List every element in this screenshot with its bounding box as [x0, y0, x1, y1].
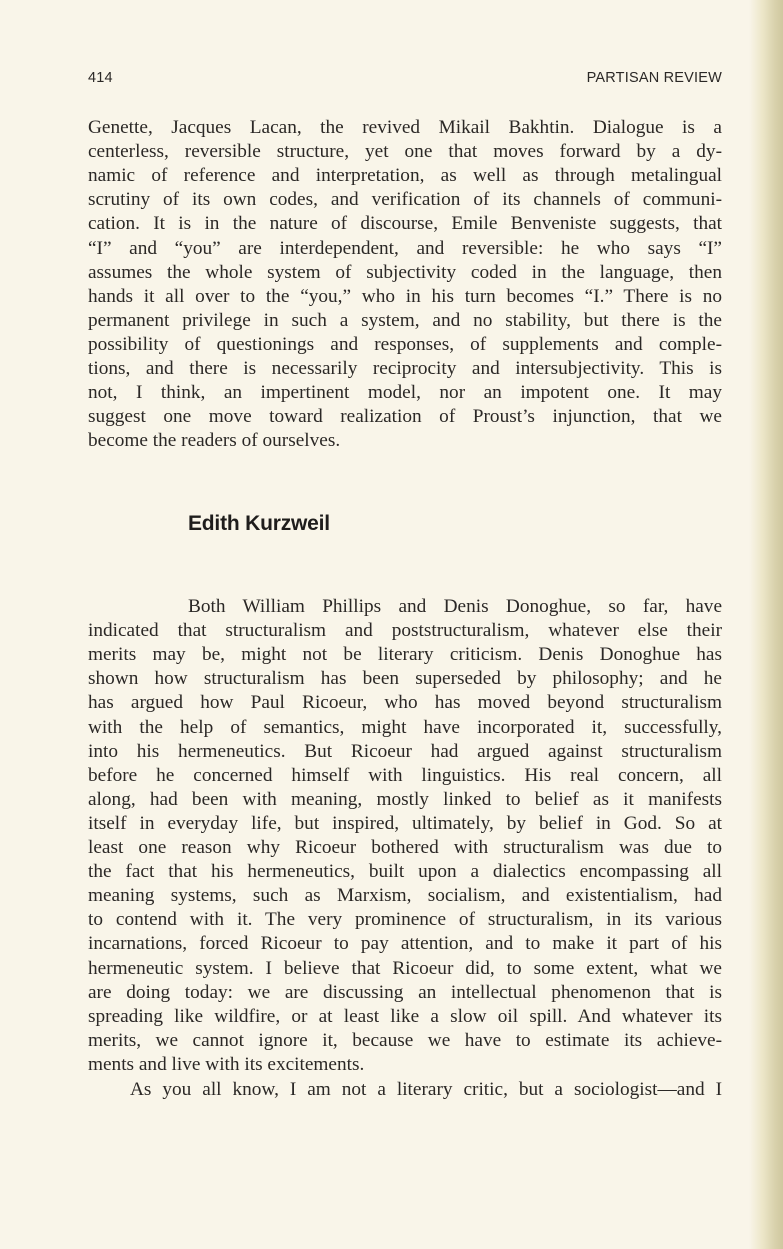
text-line: scrutiny of its own codes, and verification of its channels of communi- — [88, 189, 722, 211]
text-line: ments and live with its excitements. — [88, 1053, 365, 1075]
text-line: assumes the whole system of subjectivity coded in the language, then — [88, 261, 722, 283]
text-line: least one reason why Ricoeur bothered with structuralism was due to — [88, 837, 722, 858]
text-line: to contend with it. The very prominence of structuralism, in its various — [88, 909, 722, 931]
text-line: with the help of semantics, might have incorporated it, successfully, — [88, 716, 722, 738]
text-line: has argued how Paul Ricoeur, who has moved beyond structuralism — [88, 692, 722, 714]
text-line: meaning systems, such as Marxism, socialism, and existentialism, had — [88, 885, 722, 907]
text-line: As you all know, I am not a literary critic, but a sociologist—and I — [130, 1079, 722, 1100]
text-line: centerless, reversible structure, yet one that moves forward by a dy- — [88, 141, 722, 163]
text-line: along, had been with meaning, mostly linked to belief as it manifests — [88, 788, 722, 810]
section-heading: Edith Kurzweil — [188, 512, 330, 535]
text-line: indicated that structuralism and poststructuralism, whatever else their — [88, 620, 722, 642]
text-line: Both William Phillips and Denis Donoghue, so far, have — [188, 596, 722, 617]
page-edge-shadow — [749, 0, 783, 1249]
text-line: possibility of questionings and responses, of supplements and comple- — [88, 333, 722, 355]
text-line: itself in everyday life, but inspired, ultimately, by belief in God. So at — [88, 812, 722, 834]
text-line: are doing today: we are discussing an intellectual phenomenon that is — [88, 981, 722, 1003]
text-line: merits, we cannot ignore it, because we have to estimate its achieve- — [88, 1029, 722, 1051]
text-line: before he concerned himself with linguistics. His real concern, all — [88, 764, 722, 786]
text-line: become the readers of ourselves. — [88, 430, 341, 452]
text-line: incarnations, forced Ricoeur to pay attention, and to make it part of his — [88, 933, 722, 955]
text-line: the fact that his hermeneutics, built upon a dialectics encompassing all — [88, 861, 722, 883]
text-line: not, I think, an impertinent model, nor an impotent one. It may — [88, 382, 722, 404]
text-line: into his hermeneutics. But Ricoeur had argued against structuralism — [88, 740, 722, 762]
text-line: cation. It is in the nature of discourse, Emile Benveniste suggests, that — [88, 213, 722, 235]
text-line: namic of reference and interpretation, as well as through metalingual — [88, 165, 722, 187]
text-line: permanent privilege in such a system, and no stability, but there is the — [88, 309, 722, 331]
text-line: hermeneutic system. I believe that Ricoeur did, to some extent, what we — [88, 957, 722, 979]
page-number: 414 — [88, 70, 113, 86]
text-line: hands it all over to the “you,” who in his turn becomes “I.” There is no — [88, 285, 722, 307]
text-line: suggest one move toward realization of Proust’s injunction, that we — [88, 406, 722, 428]
text-line: merits may be, might not be literary criticism. Denis Donoghue has — [88, 644, 722, 666]
text-line: shown how structuralism has been superseded by philosophy; and he — [88, 668, 722, 690]
text-line: Genette, Jacques Lacan, the revived Mikail Bakhtin. Dialogue is a — [88, 117, 722, 138]
text-line: “I” and “you” are interdependent, and reversible: he who says “I” — [88, 237, 722, 259]
text-line: tions, and there is necessarily reciprocity and intersubjectivity. This is — [88, 358, 722, 379]
text-line: spreading like wildfire, or at least like a slow oil spill. And whatever its — [88, 1005, 722, 1027]
running-title: PARTISAN REVIEW — [586, 70, 722, 86]
